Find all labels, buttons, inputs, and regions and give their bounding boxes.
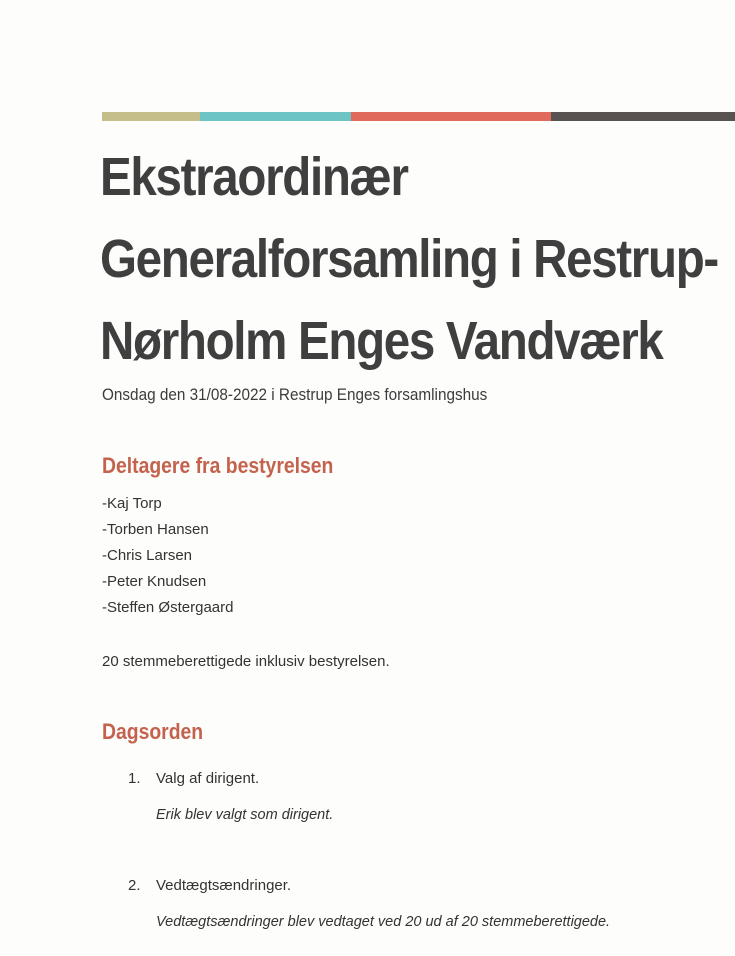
title-line-2: Generalforsamling i Restrup-: [100, 229, 718, 289]
agenda-item-1: [128, 768, 259, 790]
list-item: -Steffen Østergaard: [102, 599, 234, 616]
color-bar-segment-4: [551, 112, 735, 121]
color-bar-segment-1: [102, 112, 200, 121]
decorative-color-bar: [102, 112, 735, 121]
list-item: -Peter Knudsen: [102, 573, 207, 590]
board-members-heading: Deltagere fra bestyrelsen: [102, 453, 334, 478]
color-bar-segment-2: [200, 112, 351, 121]
agenda-item-number: 2.: [128, 877, 141, 894]
color-bar-segment-3: [351, 112, 551, 121]
meeting-date-location: Onsdag den 31/08-2022 i Restrup Enges forsamlingshus: [102, 385, 488, 404]
agenda-item-number: 1.: [128, 770, 141, 787]
list-item: -Torben Hansen: [102, 521, 209, 538]
agenda-item-label: Valg af dirigent.: [156, 770, 260, 787]
voters-count-note: 20 stemmeberettigede inklusiv bestyrelsen.: [102, 653, 390, 670]
document-title: [100, 136, 716, 382]
list-item: -Kaj Torp: [102, 495, 162, 512]
agenda-item-2-note: Vedtægtsændringer blev vedtaget ved 20 ud af 20 stemmeberettigede.: [156, 914, 611, 930]
agenda-item-label: Vedtægtsændringer.: [156, 877, 292, 894]
title-line-3: Nørholm Enges Vandværk: [100, 311, 663, 371]
agenda-item-1-note: Erik blev valgt som dirigent.: [156, 807, 334, 823]
agenda-item-2: [128, 875, 291, 897]
title-line-1: Ekstraordinær: [100, 147, 408, 207]
board-members-list: [102, 491, 233, 621]
list-item: -Chris Larsen: [102, 547, 193, 564]
agenda-heading: Dagsorden: [102, 719, 204, 744]
